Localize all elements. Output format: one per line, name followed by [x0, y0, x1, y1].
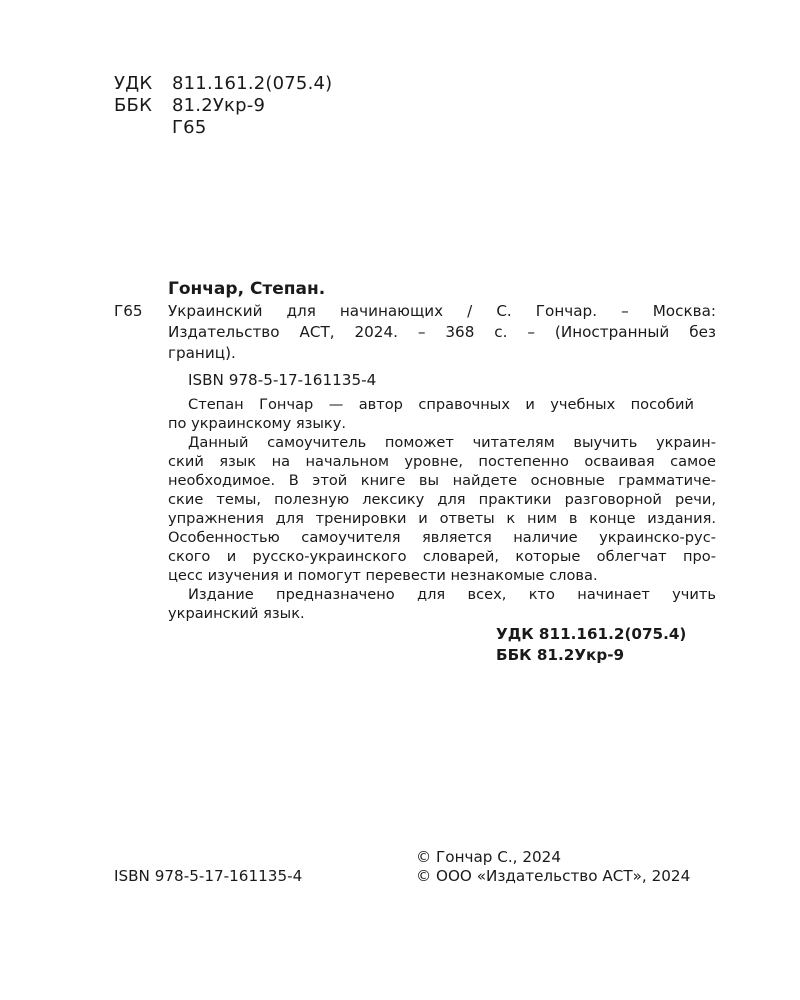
annotation-line: Издание предназначено для всех, кто начинает учить — [188, 586, 716, 603]
udk-label: УДК — [114, 73, 153, 94]
copyright-author: © Гончар С., 2024 — [416, 848, 561, 866]
annotation-line: по украинскому языку. — [168, 415, 346, 432]
title-line-1: Украинский для начинающих / С. Гончар. – Москва: — [168, 302, 716, 320]
bbk-code: ББК 81.2Укр-9 — [496, 646, 625, 664]
isbn-footer: ISBN 978-5-17-161135-4 — [114, 867, 303, 885]
annotation-line: упражнения для тренировки и ответы к ним в конце издания. — [168, 510, 716, 527]
isbn-entry: ISBN 978-5-17-161135-4 — [188, 371, 377, 389]
annotation-line: Данный самоучитель поможет читателям выучить украин- — [188, 434, 716, 451]
annotation-line: ский язык на начальном уровне, постепенно осваивая самое — [168, 453, 716, 470]
author-mark-top: Г65 — [172, 117, 207, 138]
annotation-line: ские темы, полезную лексику для практики разговорной речи, — [168, 491, 716, 508]
annotation-line: необходимое. В этой книге вы найдете основные грамматиче- — [168, 472, 716, 489]
copyright-publisher: © ООО «Издательство АСТ», 2024 — [416, 867, 691, 885]
title-line-3: границ). — [168, 344, 236, 362]
annotation-line: Особенностью самоучителя является наличие украинско-рус- — [168, 529, 716, 546]
title-line-2: Издательство АСТ, 2024. – 368 с. – (Иностранный без — [168, 323, 716, 341]
author-heading: Гончар, Степан. — [168, 279, 326, 299]
annotation-line: Степан Гончар — автор справочных и учебных пособий — [188, 396, 694, 413]
annotation-line: ского и русско-украинского словарей, которые облегчат про- — [168, 548, 716, 565]
annotation-line: цесс изучения и помогут перевести незнакомые слова. — [168, 567, 598, 584]
bbk-label: ББК — [114, 95, 153, 116]
annotation-line: украинский язык. — [168, 605, 305, 622]
udk-code: УДК 811.161.2(075.4) — [496, 625, 687, 643]
author-mark-entry: Г65 — [114, 302, 143, 320]
bbk-value: 81.2Укр-9 — [172, 95, 266, 116]
udk-value: 811.161.2(075.4) — [172, 73, 333, 94]
